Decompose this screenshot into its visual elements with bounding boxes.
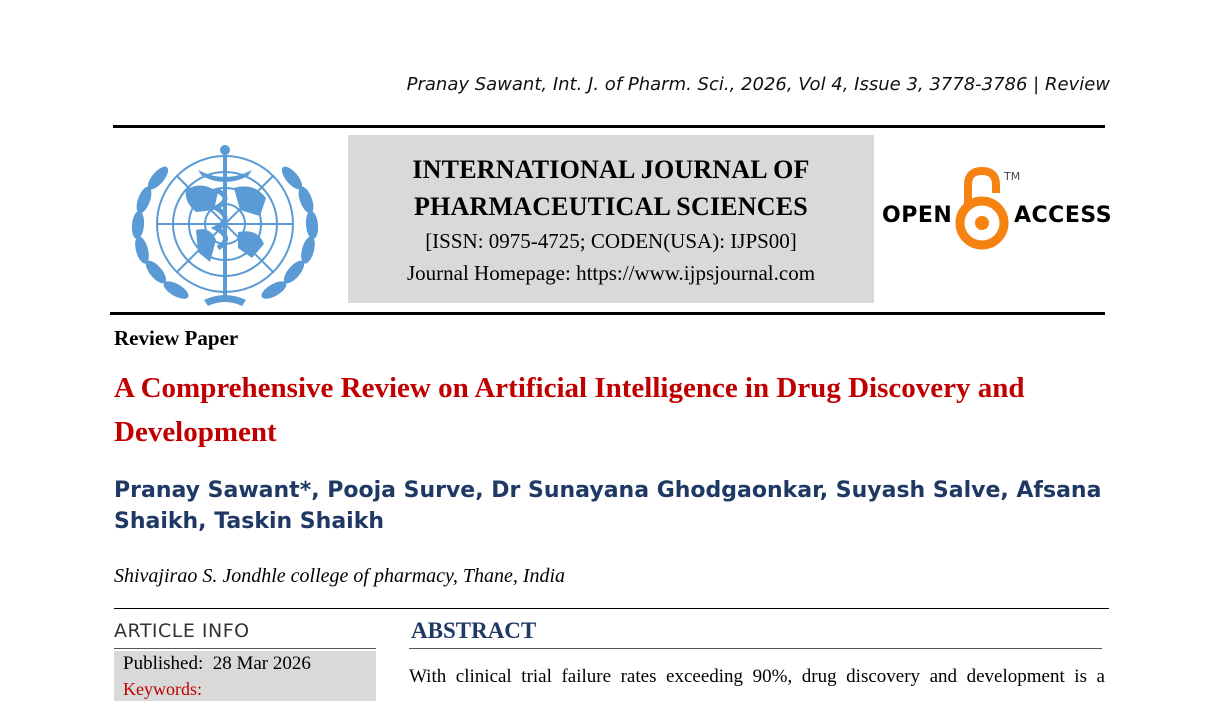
section-divider	[114, 608, 1109, 609]
open-word: OPEN	[882, 203, 953, 228]
abstract-rule	[409, 648, 1102, 649]
keywords-label: Keywords:	[123, 679, 202, 699]
article-info-heading: ARTICLE INFO	[114, 620, 250, 642]
citation-line: Pranay Sawant, Int. J. of Pharm. Sci., 2026, Vol 4, Issue 3, 3778-3786 | Review	[406, 74, 1110, 95]
journal-homepage: Journal Homepage: https://www.ijpsjournal.com	[406, 261, 816, 285]
header-top-rule	[113, 125, 1105, 128]
abstract-heading: ABSTRACT	[411, 618, 537, 643]
paper-type: Review Paper	[114, 326, 239, 350]
article-info-box	[114, 651, 376, 701]
journal-name-line2: PHARMACEUTICAL SCIENCES	[414, 192, 808, 221]
abstract-text: With clinical trial failure rates exceeding 90%, drug discovery and development is a	[409, 666, 1105, 687]
journal-banner	[348, 135, 874, 303]
published-date: Published: 28 Mar 2026	[123, 653, 311, 674]
paper-title: A Comprehensive Review on Artificial Intelligence in Drug Discovery and Development	[114, 372, 1025, 448]
affiliation: Shivajirao S. Jondhle college of pharmacy, Thane, India	[114, 565, 566, 587]
trademark-mark: TM	[1004, 170, 1021, 183]
open-access-logo	[880, 165, 1113, 255]
article-info-rule	[114, 648, 376, 649]
access-word: ACCESS	[1014, 203, 1113, 228]
author-list: Pranay Sawant*, Pooja Surve, Dr Sunayana Ghodgaonkar, Suyash Salve, Afsana Shaikh, Taskin Shaikh	[114, 478, 1102, 534]
un-emblem-icon	[126, 140, 324, 306]
journal-name-line1: INTERNATIONAL JOURNAL OF	[412, 155, 810, 184]
header-bottom-rule	[110, 312, 1105, 315]
journal-issn: [ISSN: 0975-4725; CODEN(USA): IJPS00]	[425, 229, 797, 253]
